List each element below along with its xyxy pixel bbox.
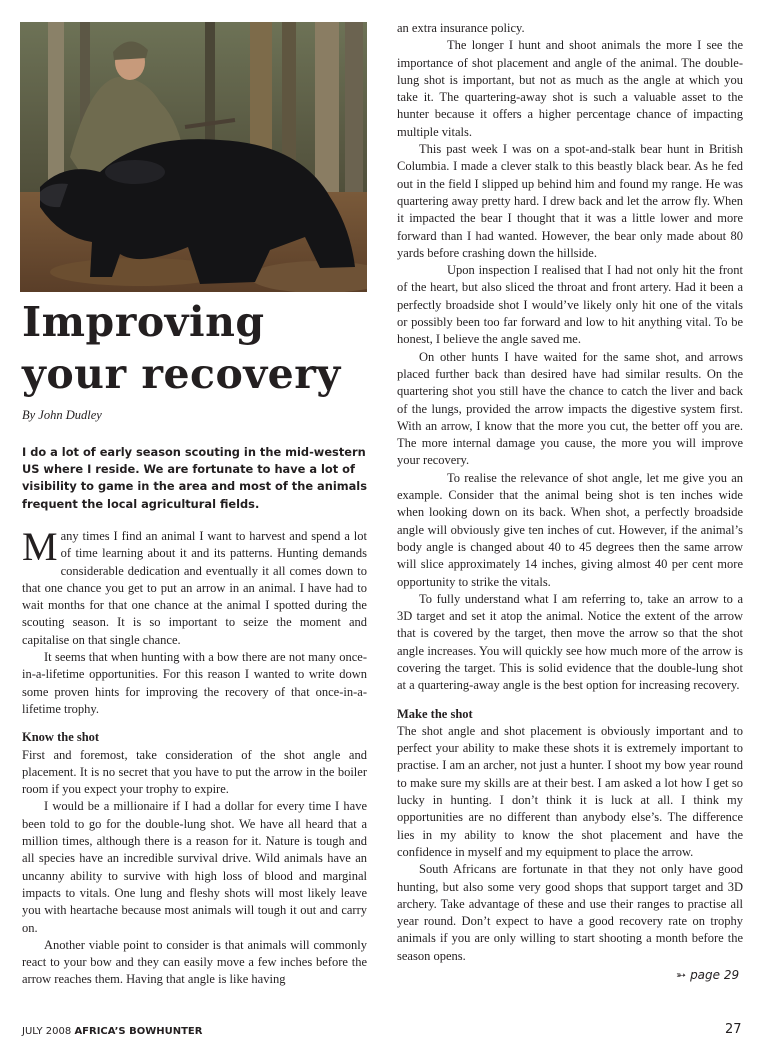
body-paragraph: This past week I was on a spot-and-stalk bear hunt in British Columbia. I made a clever stalk to this beastly black bear. As he fed out in the field I slipped up behind him and found my range. He was quartering away pretty hard. I drew back and let the arrow fly. When it impacted the bear I thought that it was a little lower and more forward than I had wanted. However, the bear only made about 80 yards before crashing down the hillside. (397, 142, 743, 260)
body-paragraph: To realise the relevance of shot angle, let me give you an example. Consider that the animal being shot is ten inches wide when looking down on its back. When shot, a perfectly broadside angle will obviously give ten inches of cut. However, if the animal’s body angle is changed about 40 to 45 degrees then the same arrow will slice approximately 14 inches, giving almost 40 per cent more opportunity to strike the vitals. (397, 470, 743, 589)
issue-date: JULY 2008 (22, 1026, 72, 1037)
arrow-icon: ➳ (676, 968, 687, 982)
title-line-1: Improving (22, 298, 265, 346)
standfirst: I do a lot of early season scouting in the mid-western US where I reside. We are fortunate to have a lot of visibility to game in the area and most of the animals frequent the local agricultural fields. (22, 445, 367, 511)
body-paragraph: The shot angle and shot placement is obviously important and to perfect your ability to make these shots it is extremely important to practise. I am an archer, not just a hunter. I shoot my bow year round to make sure my skills are at their best. I am asked a lot how I get so lucky in hunting. I don’t think it is luck at all. I think my opportunities are no different than anybody else’s. The difference lies in my ability to know the shot placement and have the confidence in myself and my equipment to place the arrow. (397, 723, 743, 859)
column-left (22, 524, 367, 989)
title-line-2: your recovery (22, 350, 341, 398)
body-paragraph: South Africans are fortunate in that they not only have good hunting, but also some very good shops that support target and 3D archery. Take advantage of these and use their ranges to practise all year round. Don’t expect to have a good recovery rate on trophy animals if you are only willing to start shooting a month before the season opens. (397, 862, 743, 963)
section-heading-know-the-shot: Know the shot (22, 730, 100, 745)
article-photo (20, 22, 367, 292)
body-paragraph: I would be a millionaire if I had a dollar for every time I have been told to go for the double-lung shot. We have all heard that a million times, although there is a reason for it. Nature is tough and all species have an incredible survival drive. Wild animals have an uncanny ability to survive with high loss of blood and marginal impacts to vitals. One lung and fleshy shots will most likely leave you with heartache because most animals will tough it out and carry on. (22, 799, 367, 935)
body-paragraph: On other hunts I have waited for the same shot, and arrows placed further back than desired have had similar results. On the quartering shot you still have the chance to catch the liver and back of the lungs, provided the arrow impacts the digestive system first. With an arrow, I know that the more you cut, the better off you are. The more internal damage you cause, the more you will improve your recovery. (397, 349, 743, 468)
section-heading-make-the-shot: Make the shot (397, 706, 473, 721)
body-paragraph: It seems that when hunting with a bow there are not many once-in-a-lifetime opportunities. For this reason I wanted to write down some proven hints for improving the recovery of that once-in-a-lifetime trophy. (22, 650, 367, 716)
opening-paragraph (22, 524, 367, 649)
body-paragraph: The longer I hunt and shoot animals the more I see the importance of shot placement and angle of the animal. The double-lung shot is important, but not as much as the angle at which you take it. The quartering-away shot is such a valuable asset to the hunter because it offers a higher percentage chance of impacting multiple vitals. (397, 38, 743, 139)
continued-label: page 29 (690, 968, 740, 982)
body-paragraph: First and foremost, take consideration of the shot angle and placement. It is no secret that you have to put the arrow in the boiler room if you expect your trophy to expire. (22, 747, 367, 797)
byline: By John Dudley (22, 408, 102, 422)
magazine-name: AFRICA’S BOWHUNTER (74, 1026, 203, 1037)
article-title (22, 296, 372, 400)
column-right (397, 20, 743, 965)
hunter-with-bear-image (20, 22, 367, 292)
drop-cap: M (22, 524, 58, 569)
body-paragraph: Upon inspection I realised that I had not only hit the front of the heart, but also sliced the throat and front artery. Had it been a perfectly broadside shot I would’ve likely only hit one of the vitals or possibly been too far forward and low to hit anything vital. To be honest, I believe the angle saved me. (397, 263, 743, 347)
page-number: 27 (725, 1022, 742, 1037)
continued-on-link[interactable] (676, 968, 739, 982)
body-paragraph: an extra insurance policy. (397, 21, 525, 35)
body-paragraph: To fully understand what I am referring to, take an arrow to a 3D target and set it atop the animal. Notice the extent of the arrow that is covered by the target, then move the arrow so that the shot angle increases. You will quickly see how much more of the arrow is covering the target. This is solid evidence that the double-lung shot at a quartering-away angle is the best option for increasing recovery. (397, 591, 743, 693)
body-paragraph: Another viable point to consider is that animals will commonly react to your bow and they can easily move a few inches before the arrow reaches them. Having that angle is like having (22, 937, 367, 987)
opening-text: any times I find an animal I want to harvest and spend a lot of time learning about it and its patterns. Hunting demands considerable dedication and eventually it all comes down to that one chance you get to put an arrow in an animal. I have had to wait months for that one chance at the animal I spotted during the scouting season. It is so important to seize the moment and capitalise on that single chance. (22, 529, 367, 647)
page-footer (22, 1026, 202, 1037)
